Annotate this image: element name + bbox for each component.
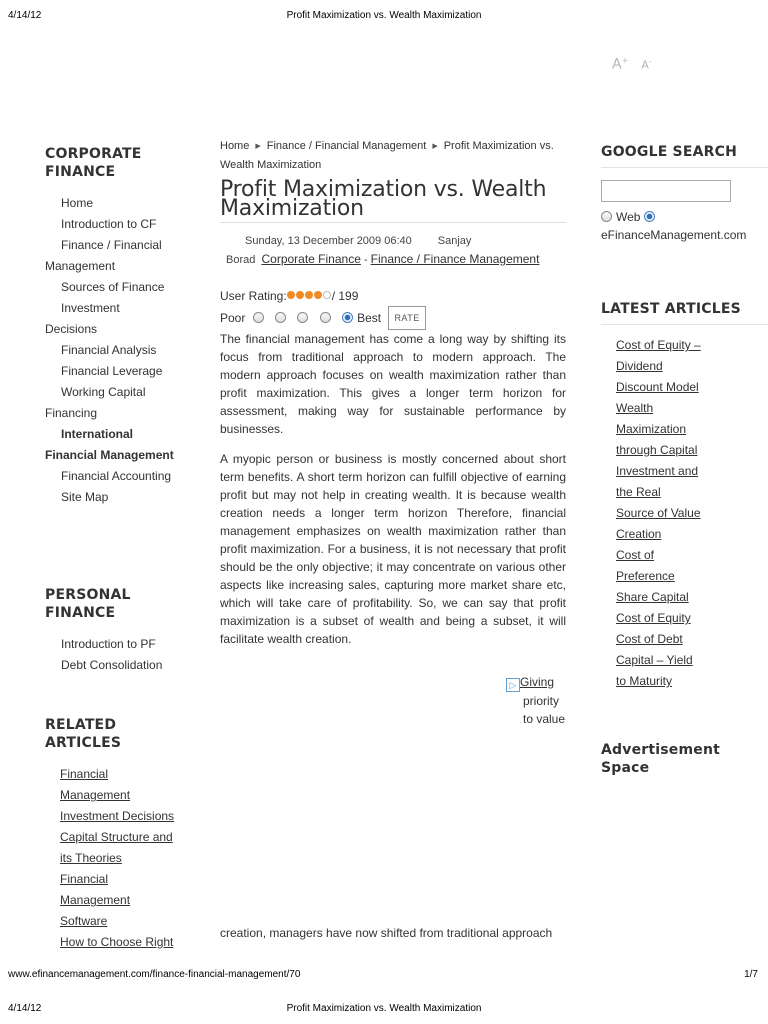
star-icon bbox=[314, 291, 322, 299]
rate-poor-label: Poor bbox=[220, 311, 246, 325]
breadcrumb-current-cont: Wealth Maximization bbox=[220, 159, 322, 171]
article-author: Sanjay bbox=[437, 235, 472, 247]
breadcrumb bbox=[220, 137, 566, 174]
category-link-finance[interactable]: Finance / Finance Management bbox=[370, 252, 540, 266]
latest-link[interactable]: Creation bbox=[616, 527, 662, 541]
increase-font-icon[interactable]: A+ bbox=[612, 56, 629, 73]
menu-item-finance-management-cont[interactable]: Management bbox=[45, 259, 116, 273]
page-title: Profit Maximization vs. Wealth Maximization bbox=[220, 180, 566, 223]
breadcrumb-arrow-icon: ▶ bbox=[255, 143, 261, 150]
menu-item-financial-leverage[interactable]: Financial Leverage bbox=[61, 364, 163, 378]
latest-link[interactable]: Cost of Debt bbox=[616, 632, 683, 646]
right-sidebar bbox=[601, 143, 768, 776]
ad-text-line: to value bbox=[523, 712, 566, 726]
print-header-next-page bbox=[0, 1003, 768, 1017]
menu-item-site-map[interactable]: Site Map bbox=[61, 490, 109, 504]
rate-radio-5[interactable] bbox=[342, 312, 353, 323]
rate-button[interactable]: RATE bbox=[388, 306, 425, 330]
menu-item-sources-of-finance[interactable]: Sources of Finance bbox=[61, 280, 165, 294]
ad-text-line: priority bbox=[523, 694, 560, 708]
menu-item-intro-pf[interactable]: Introduction to PF bbox=[61, 637, 156, 651]
search-web-label: Web bbox=[616, 210, 641, 224]
related-link[interactable]: Software bbox=[60, 914, 108, 928]
latest-articles-list bbox=[601, 335, 768, 692]
article-main bbox=[220, 137, 566, 940]
latest-link[interactable]: Cost of bbox=[616, 548, 655, 562]
breadcrumb-home[interactable]: Home bbox=[220, 140, 250, 152]
latest-link[interactable]: Dividend bbox=[616, 359, 663, 373]
search-site-radio[interactable] bbox=[644, 211, 655, 222]
related-link[interactable]: Management bbox=[60, 893, 131, 907]
related-link[interactable]: Capital Structure and bbox=[60, 830, 173, 844]
breadcrumb-arrow-icon: ▶ bbox=[432, 143, 438, 150]
latest-link[interactable]: the Real bbox=[616, 485, 661, 499]
corporate-finance-list bbox=[45, 193, 190, 508]
latest-link[interactable]: Source of Value bbox=[616, 506, 701, 520]
inline-ad[interactable] bbox=[506, 673, 566, 728]
rating-label: User Rating: bbox=[220, 289, 287, 303]
personal-finance-list bbox=[45, 634, 190, 676]
print-date: 4/14/12 bbox=[8, 10, 42, 21]
menu-item-investment-decisions[interactable]: Investment bbox=[61, 301, 120, 315]
adchoices-icon[interactable]: ▷ bbox=[506, 678, 520, 692]
latest-articles-heading: LATEST ARTICLES bbox=[601, 301, 741, 317]
print-header bbox=[0, 10, 768, 24]
corporate-finance-menu bbox=[45, 145, 190, 508]
search-input[interactable] bbox=[601, 180, 731, 202]
menu-item-financial-accounting[interactable]: Financial Accounting bbox=[61, 469, 172, 483]
search-web-radio[interactable] bbox=[601, 211, 612, 222]
menu-item-home[interactable]: Home bbox=[61, 196, 94, 210]
rate-radio-4[interactable] bbox=[320, 312, 331, 323]
rate-best-label: Best bbox=[357, 311, 382, 325]
latest-link[interactable]: Capital – Yield bbox=[616, 653, 693, 667]
latest-link[interactable]: Discount Model bbox=[616, 380, 699, 394]
print-url: www.efinancemanagement.com/finance-financial-management/70 bbox=[8, 969, 301, 980]
latest-link[interactable]: Preference bbox=[616, 569, 675, 583]
print-title: Profit Maximization vs. Wealth Maximization bbox=[286, 10, 482, 21]
decrease-font-icon[interactable]: A- bbox=[641, 57, 652, 72]
latest-link[interactable]: Share Capital bbox=[616, 590, 689, 604]
related-link[interactable]: Financial bbox=[60, 767, 109, 781]
related-link[interactable]: Management bbox=[60, 788, 131, 802]
user-rating bbox=[220, 285, 566, 306]
category-link-corporate[interactable]: Corporate Finance bbox=[261, 252, 361, 266]
latest-link[interactable]: Wealth bbox=[616, 401, 654, 415]
breadcrumb-category[interactable]: Finance / Financial Management bbox=[266, 140, 427, 152]
menu-item-finance-management[interactable]: Finance / Financial bbox=[61, 238, 162, 252]
related-link[interactable]: Financial bbox=[60, 872, 109, 886]
menu-item-working-capital[interactable]: Working Capital bbox=[61, 385, 146, 399]
article-date: Sunday, 13 December 2009 06:40 bbox=[245, 235, 412, 247]
search-options bbox=[601, 208, 768, 244]
rate-radio-2[interactable] bbox=[275, 312, 286, 323]
article-author-cont: Borad bbox=[226, 254, 256, 266]
rate-form bbox=[220, 306, 566, 330]
menu-item-debt-consolidation[interactable]: Debt Consolidation bbox=[61, 658, 163, 672]
related-articles-list bbox=[45, 764, 190, 953]
related-link[interactable]: its Theories bbox=[60, 851, 122, 865]
print-date-next: 4/14/12 bbox=[8, 1003, 42, 1014]
star-icon bbox=[305, 291, 313, 299]
divider bbox=[601, 167, 768, 168]
search-site-label: eFinanceManagement.com bbox=[601, 228, 747, 242]
font-size-tools bbox=[612, 54, 660, 73]
advertisement-space-heading: Advertisement Space bbox=[601, 742, 721, 776]
menu-item-working-capital-cont[interactable]: Financing bbox=[45, 406, 98, 420]
latest-link[interactable]: Cost of Equity – bbox=[616, 338, 701, 352]
corporate-finance-heading: CORPORATE FINANCE bbox=[45, 146, 142, 180]
related-articles bbox=[45, 716, 190, 953]
menu-item-international-cont[interactable]: Financial Management bbox=[45, 448, 174, 462]
ad-text-line[interactable]: Giving bbox=[520, 675, 555, 689]
menu-item-investment-decisions-cont[interactable]: Decisions bbox=[45, 322, 98, 336]
rating-stars bbox=[287, 285, 332, 305]
latest-link[interactable]: Investment and bbox=[616, 464, 699, 478]
menu-item-financial-analysis[interactable]: Financial Analysis bbox=[61, 343, 157, 357]
print-title-next: Profit Maximization vs. Wealth Maximization bbox=[286, 1003, 482, 1014]
category-separator: - bbox=[360, 254, 371, 266]
related-link[interactable]: How to Choose Right bbox=[60, 935, 174, 949]
personal-finance-heading: PERSONAL FINANCE bbox=[45, 587, 131, 621]
article-paragraph: A myopic person or business is mostly concerned about short term benefits. A short term horizon can fulfill objective of earning profit but may not help in creating wealth. It is because wealth creation needs a longer term horizon Therefore, financial management emphasizes on wealth maximization rather than profit maximization. For a business, it is not necessary that profit should be the only objective; it may concentrate on various other aspects like increasing sales, capturing more market share etc, which will take care of profitability. So, we can say that profit maximization is a subset of wealth and being a subset, it will facilitate wealth creation. bbox=[220, 452, 566, 646]
article-continuation: creation, managers have now shifted from traditional approach bbox=[220, 926, 553, 940]
latest-link[interactable]: Maximization bbox=[616, 422, 687, 436]
related-link[interactable]: Investment Decisions bbox=[60, 809, 175, 823]
print-page-number: 1/7 bbox=[744, 969, 758, 980]
related-articles-heading: RELATED ARTICLES bbox=[45, 717, 122, 751]
article-body bbox=[220, 330, 566, 648]
latest-articles bbox=[601, 300, 768, 692]
latest-link[interactable]: Cost of Equity bbox=[616, 611, 691, 625]
divider bbox=[601, 324, 768, 325]
article-paragraph: The financial management has come a long way by shifting its focus from traditional approach to modern approach. The modern approach focuses on wealth maximization rather than profit maximization. This gives a longer term horizon for assessment, making way for sustainable performance by businesses. bbox=[220, 332, 566, 436]
latest-link[interactable]: through Capital bbox=[616, 443, 698, 457]
article-meta bbox=[220, 232, 566, 269]
star-icon bbox=[287, 291, 295, 299]
print-footer bbox=[0, 969, 768, 983]
google-search-heading: GOOGLE SEARCH bbox=[601, 144, 737, 160]
star-empty-icon bbox=[323, 291, 331, 299]
star-icon bbox=[296, 291, 304, 299]
menu-item-intro-cf[interactable]: Introduction to CF bbox=[61, 217, 157, 231]
personal-finance-menu bbox=[45, 586, 190, 676]
menu-item-international[interactable]: International bbox=[61, 427, 134, 441]
rate-radio-3[interactable] bbox=[297, 312, 308, 323]
rate-radio-1[interactable] bbox=[253, 312, 264, 323]
rating-votes: / 199 bbox=[331, 289, 359, 303]
latest-link[interactable]: to Maturity bbox=[616, 674, 673, 688]
breadcrumb-current: Profit Maximization vs. bbox=[443, 140, 554, 152]
